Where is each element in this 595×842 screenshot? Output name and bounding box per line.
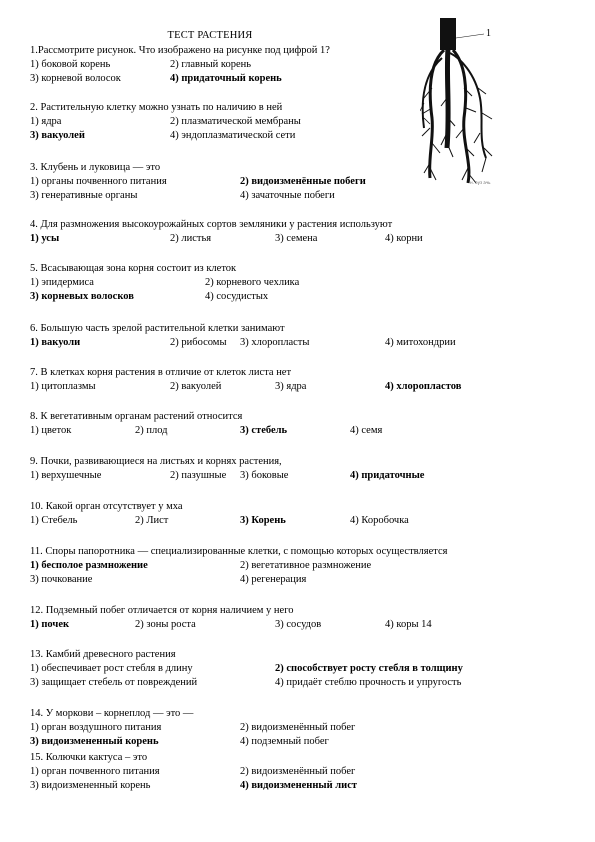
answer-option: 1) цитоплазмы [30, 381, 96, 393]
root-system-illustration [420, 18, 520, 198]
answer-option: 2) пазушные [170, 470, 227, 482]
answer-option-correct: 4) придаточные [350, 470, 425, 482]
answer-row [30, 276, 300, 290]
answer-option-correct: 1) усы [30, 233, 60, 245]
answer-option: 1) цветок [30, 425, 72, 437]
question-15 [30, 751, 358, 794]
question-12 [30, 604, 432, 632]
answer-row [30, 58, 330, 72]
answer-option: 1) эпидермиса [30, 277, 94, 289]
answer-option: 2) вегетативное размножение [240, 560, 372, 572]
answer-row [30, 573, 447, 587]
answer-row [30, 336, 456, 350]
question-text: 11. Споры папоротника — специализированные клетки, с помощью которых осуществляется [30, 546, 448, 557]
answer-option: 2) зоны роста [135, 619, 196, 631]
answer-row [30, 735, 329, 749]
answer-row [30, 721, 356, 735]
answer-option-correct: 4) хлоропластов [385, 381, 462, 393]
answer-option: 1) орган почвенного питания [30, 766, 160, 778]
answer-option: 3) ядра [275, 381, 307, 393]
answer-option: 3) семена [275, 233, 318, 245]
question-6 [30, 322, 456, 350]
question-text: 8. К вегетативным органам растений относится [30, 411, 243, 422]
answer-option: 4) зачаточные побеги [240, 190, 335, 202]
answer-option: 3) хлоропласты [240, 337, 310, 349]
answer-option: 3) боковые [240, 470, 289, 482]
question-4 [30, 218, 423, 246]
figure-credit: н. оуз ачь [470, 180, 491, 185]
answer-row [30, 424, 383, 438]
answer-option-correct: 3) вакуолей [30, 130, 85, 142]
answer-row [30, 765, 356, 779]
question-11 [30, 545, 447, 588]
answer-option: 1) ядра [30, 116, 62, 128]
answer-option-correct: 1) почек [30, 619, 70, 631]
question-text: 6. Большую часть зрелой растительной клетки занимают [30, 323, 285, 334]
answer-option-correct: 3) видоизмененный корень [30, 736, 159, 748]
answer-option: 1) обеспечивает рост стебля в длину [30, 663, 193, 675]
question-9 [30, 455, 425, 483]
answer-option: 2) Лист [135, 515, 169, 527]
answer-option: 2) плазматической мембраны [170, 116, 301, 128]
question-text: 1.Рассмотрите рисунок. Что изображено на рисунке под цифрой 1? [30, 45, 330, 56]
question-text: 5. Всасывающая зона корня состоит из клеток [30, 263, 237, 274]
question-text: 13. Камбий древесного растения [30, 649, 176, 660]
answer-option: 2) плод [135, 425, 168, 437]
answer-row [30, 72, 330, 86]
answer-option: 1) орган воздушного питания [30, 722, 162, 734]
question-3 [30, 161, 366, 204]
answer-option: 1) боковой корень [30, 59, 111, 71]
question-5 [30, 262, 300, 305]
answer-option-correct: 1) бесполое размножение [30, 560, 148, 572]
answer-option-correct: 3) стебель [240, 425, 288, 437]
figure-label: 1 [486, 28, 491, 39]
answer-row [30, 189, 335, 203]
question-7 [30, 366, 462, 394]
answer-option: 4) эндоплазматической сети [170, 130, 296, 142]
answer-row [30, 469, 425, 483]
answer-row [30, 559, 447, 573]
page-title: ТЕСТ РАСТЕНИЯ [167, 30, 253, 41]
answer-row [30, 662, 463, 676]
answer-option: 3) генеративные органы [30, 190, 138, 202]
answer-option: 2) видоизменённый побег [240, 722, 356, 734]
answer-option: 2) листья [170, 233, 212, 245]
answer-option: 4) придаёт стеблю прочность и упругость [275, 677, 462, 689]
answer-option: 2) главный корень [170, 59, 252, 71]
answer-option: 3) видоизмененный корень [30, 780, 151, 792]
answer-row [30, 129, 296, 143]
answer-option: 4) семя [350, 425, 383, 437]
answer-option: 4) подземный побег [240, 736, 329, 748]
question-text: 15. Колючки кактуса – это [30, 752, 148, 763]
question-14 [30, 707, 356, 750]
answer-row [30, 115, 301, 129]
answer-option: 1) верхушечные [30, 470, 102, 482]
question-text: 2. Растительную клетку можно узнать по наличию в ней [30, 102, 283, 113]
answer-row [30, 175, 366, 189]
answer-row [30, 232, 423, 246]
answer-option: 4) митохондрии [385, 337, 456, 349]
answer-row [30, 380, 462, 394]
answer-option-correct: 2) способствует росту стебля в толщину [275, 663, 463, 675]
answer-option: 4) корни [385, 233, 423, 245]
answer-option-correct: 3) Корень [240, 515, 286, 527]
answer-option: 3) сосудов [275, 619, 322, 631]
answer-row [30, 676, 462, 690]
answer-row [30, 779, 358, 793]
question-text: 4. Для размножения высокоурожайных сортов земляники у растения используют [30, 219, 393, 230]
answer-option-correct: 4) видоизмененный лист [240, 780, 358, 792]
answer-option: 4) Коробочка [350, 515, 409, 527]
answer-option: 2) вакуолей [170, 381, 222, 393]
question-text: 7. В клетках корня растения в отличие от клеток листа нет [30, 367, 292, 378]
answer-row [30, 514, 409, 528]
question-text: 10. Какой орган отсутствует у мха [30, 501, 183, 512]
answer-row [30, 290, 269, 304]
question-2 [30, 101, 301, 144]
answer-option: 3) корневой волосок [30, 73, 121, 85]
answer-option: 3) почкование [30, 574, 93, 586]
answer-option: 4) регенерация [240, 574, 307, 586]
answer-option: 2) корневого чехлика [205, 277, 300, 289]
answer-option: 4) сосудистых [205, 291, 269, 303]
answer-option: 1) Стебель [30, 515, 78, 527]
question-text: 12. Подземный побег отличается от корня наличием у него [30, 605, 294, 616]
answer-option-correct: 2) видоизменённые побеги [240, 176, 366, 188]
answer-option: 1) органы почвенного питания [30, 176, 167, 188]
answer-option: 2) рибосомы [170, 337, 227, 349]
question-10 [30, 500, 409, 528]
answer-option-correct: 1) вакуоли [30, 337, 81, 349]
answer-option: 3) защищает стебель от повреждений [30, 677, 198, 689]
question-13 [30, 648, 463, 691]
answer-row [30, 618, 432, 632]
answer-option: 2) видоизменённый побег [240, 766, 356, 778]
question-text: 3. Клубень и луковица — это [30, 162, 161, 173]
answer-option-correct: 3) корневых волосков [30, 291, 134, 303]
question-text: 9. Почки, развивающиеся на листьях и корнях растения, [30, 456, 282, 467]
answer-option-correct: 4) придаточный корень [170, 73, 282, 85]
answer-option: 4) коры 14 [385, 619, 432, 631]
question-8 [30, 410, 383, 438]
question-1 [30, 44, 330, 87]
question-text: 14. У моркови – корнеплод — это — [30, 708, 194, 719]
